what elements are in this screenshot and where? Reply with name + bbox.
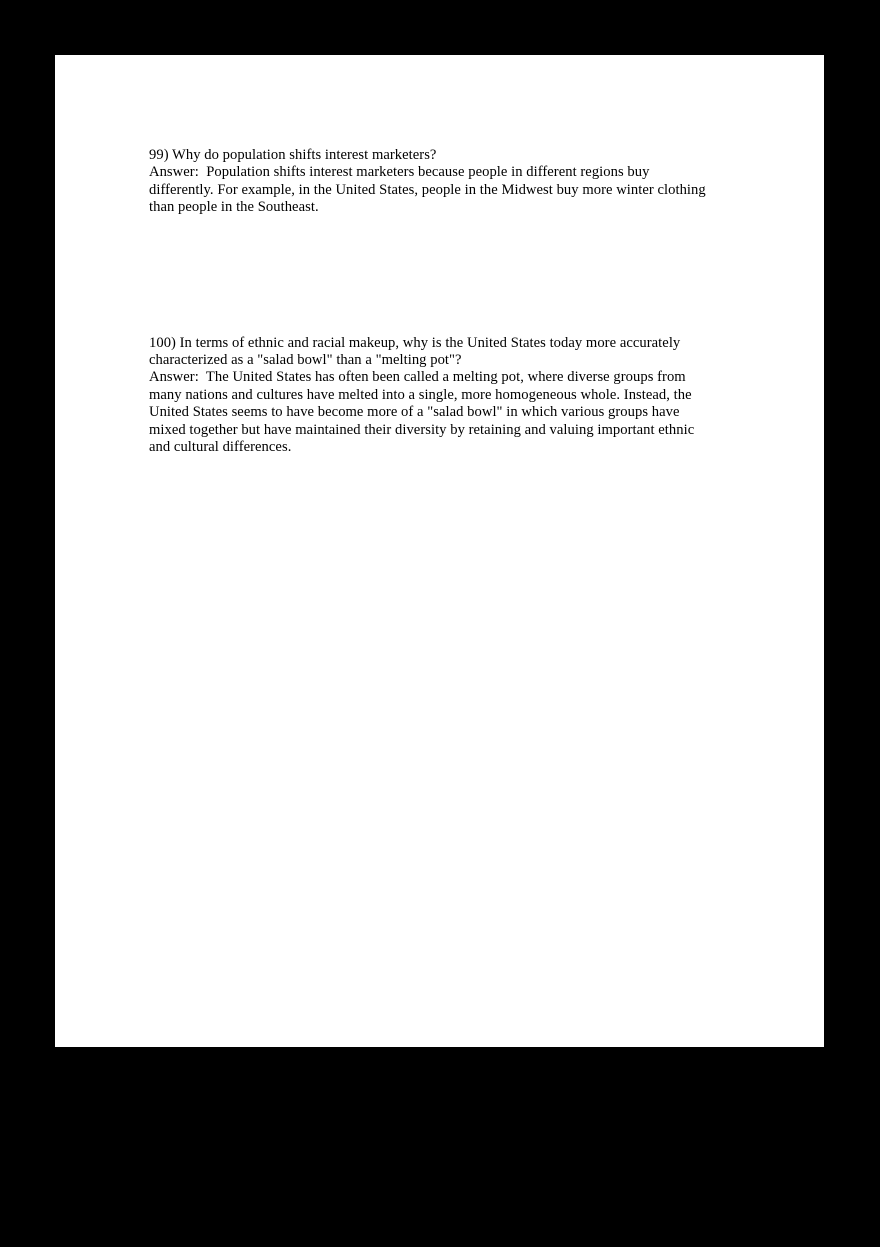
question-100-text-line-1: 100) In terms of ethnic and racial makeup, why is the United States today more accurately <box>149 334 681 351</box>
question-100-answer-line-1: Answer: The United States has often been called a melting pot, where diverse groups from <box>149 369 686 386</box>
question-99-answer-line-2: differently. For example, in the United States, people in the Midwest buy more winter clothing <box>149 181 706 198</box>
document-page <box>55 55 824 1047</box>
question-99-answer-line-1: Answer: Population shifts interest marketers because people in different regions buy <box>149 164 650 181</box>
question-100-answer-line-5: and cultural differences. <box>149 439 292 456</box>
question-99-answer-line-3: than people in the Southeast. <box>149 199 319 216</box>
question-99-text: 99) Why do population shifts interest marketers? <box>149 147 437 163</box>
question-100-answer-line-2: many nations and cultures have melted into a single, more homogeneous whole. Instead, the <box>149 386 692 403</box>
question-100-answer-line-3: United States seems to have become more of a "salad bowl" in which various groups have <box>149 404 680 421</box>
page-content <box>149 147 719 456</box>
qa-block-question-100 <box>149 335 719 457</box>
question-100-text-line-2: characterized as a "salad bowl" than a "melting pot"? <box>149 352 462 369</box>
qa-block-question-99 <box>149 147 719 217</box>
block-spacer <box>149 217 719 335</box>
question-100-answer-line-4: mixed together but have maintained their diversity by retaining and valuing important ethnic <box>149 421 695 438</box>
